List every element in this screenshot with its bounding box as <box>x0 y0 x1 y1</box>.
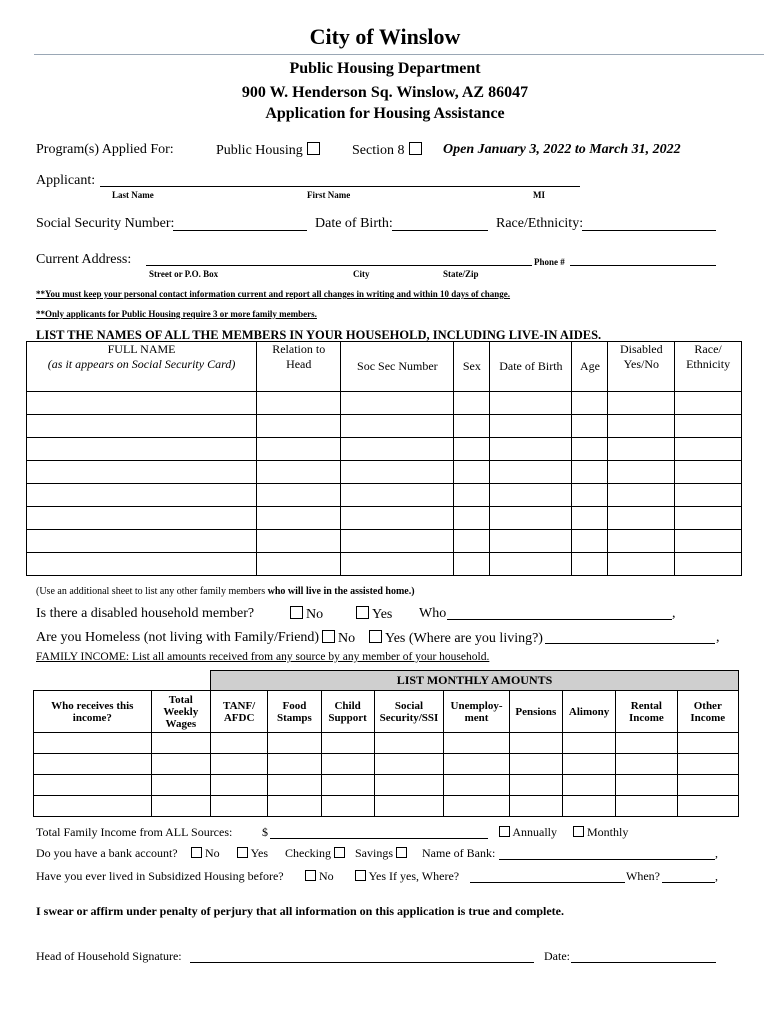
col-food-stamps: Food Stamps <box>268 691 321 733</box>
dollar-sign: $ <box>262 825 268 839</box>
col-pensions: Pensions <box>509 691 562 733</box>
table-row[interactable] <box>27 530 742 553</box>
subsidized-no-checkbox[interactable] <box>305 870 316 881</box>
subsidized-yes-checkbox[interactable] <box>355 870 366 881</box>
state-zip-caption: State/Zip <box>443 269 479 279</box>
annually-option[interactable]: Annually <box>499 825 557 840</box>
public-housing-label: Public Housing <box>216 143 303 158</box>
disabled-no-option[interactable]: No <box>290 606 323 623</box>
col-race: Race/ Ethnicity <box>675 342 742 392</box>
table-row[interactable] <box>34 775 739 796</box>
applicant-name-field[interactable] <box>100 186 580 187</box>
income-table <box>33 670 739 817</box>
subsidized-where-field[interactable] <box>470 882 625 883</box>
total-income-label: Total Family Income from ALL Sources: <box>36 825 233 839</box>
bank-comma: , <box>715 846 718 860</box>
when-label: When? <box>626 869 660 883</box>
homeless-no-checkbox[interactable] <box>322 630 335 643</box>
application-title: Application for Housing Assistance <box>265 105 505 122</box>
subsidized-no-option[interactable]: No <box>305 869 334 884</box>
homeless-yes-checkbox[interactable] <box>369 630 382 643</box>
table-row[interactable] <box>34 754 739 775</box>
phone-label: Phone # <box>534 257 565 267</box>
col-age: Age <box>572 342 608 392</box>
household-members-table <box>26 341 742 576</box>
savings-checkbox[interactable] <box>396 847 407 858</box>
monthly-amounts-header: LIST MONTHLY AMOUNTS <box>211 671 739 691</box>
monthly-option[interactable]: Monthly <box>573 825 628 840</box>
form-title-city: City of Winslow <box>309 24 461 49</box>
col-sex: Sex <box>454 342 490 392</box>
phone-field[interactable] <box>570 265 716 266</box>
race-field[interactable] <box>582 230 716 231</box>
when-comma: , <box>715 869 718 883</box>
col-alimony: Alimony <box>562 691 615 733</box>
address-label: Current Address: <box>36 252 132 267</box>
table-row[interactable] <box>27 392 742 415</box>
last-name-caption: Last Name <box>112 190 154 200</box>
ssn-label: Social Security Number: <box>36 216 175 231</box>
who-comma: , <box>672 606 676 621</box>
disabled-question: Is there a disabled household member? <box>36 606 255 621</box>
contact-note: **You must keep your personal contact information current and report all changes in writing and within 10 days of change. <box>36 289 511 299</box>
homeless-where-field[interactable] <box>545 643 715 644</box>
table-row[interactable] <box>34 733 739 754</box>
bank-yes-option[interactable]: Yes <box>237 846 268 861</box>
subsidized-yes-option[interactable]: Yes If yes, Where? <box>355 869 459 884</box>
public-housing-note: **Only applicants for Public Housing require 3 or more family members. <box>36 309 317 319</box>
mi-caption: MI <box>533 190 545 200</box>
public-housing-checkbox[interactable] <box>307 142 320 155</box>
department-name: Public Housing Department <box>289 60 481 77</box>
members-footnote: (Use an additional sheet to list any other family members who will live in the assisted home.) <box>36 586 415 597</box>
street-caption: Street or P.O. Box <box>149 269 219 279</box>
disabled-no-checkbox[interactable] <box>290 606 303 619</box>
section8-label: Section 8 <box>352 143 405 158</box>
col-other-income: Other Income <box>677 691 738 733</box>
signature-field[interactable] <box>190 962 534 963</box>
col-social-security: Social Security/SSI <box>374 691 444 733</box>
table-row[interactable] <box>27 438 742 461</box>
section8-option[interactable] <box>352 142 422 159</box>
open-period: Open January 3, 2022 to March 31, 2022 <box>443 142 681 157</box>
bank-name-label: Name of Bank: <box>422 846 496 860</box>
table-row[interactable] <box>27 507 742 530</box>
total-income-field[interactable] <box>270 838 488 839</box>
col-disabled: Disabled Yes/No <box>608 342 675 392</box>
disabled-yes-option[interactable]: Yes <box>356 606 392 623</box>
city-caption: City <box>353 269 370 279</box>
savings-option[interactable]: Savings <box>355 846 407 861</box>
title-divider <box>34 54 764 55</box>
col-ssn: Soc Sec Number <box>341 342 454 392</box>
col-child-support: Child Support <box>321 691 374 733</box>
bank-yes-checkbox[interactable] <box>237 847 248 858</box>
bank-no-checkbox[interactable] <box>191 847 202 858</box>
bank-no-option[interactable]: No <box>191 846 220 861</box>
homeless-question: Are you Homeless (not living with Family/Friend) <box>36 630 320 645</box>
table-row[interactable] <box>27 553 742 576</box>
first-name-caption: First Name <box>307 190 351 200</box>
homeless-no-option[interactable]: No <box>322 630 355 647</box>
annually-checkbox[interactable] <box>499 826 510 837</box>
family-income-heading: FAMILY INCOME: List all amounts received from any source by any member of your household. <box>36 651 490 663</box>
public-housing-option[interactable] <box>216 142 320 159</box>
address-field[interactable] <box>146 265 532 266</box>
table-row[interactable] <box>27 415 742 438</box>
bank-question: Do you have a bank account? <box>36 846 178 860</box>
homeless-yes-option[interactable]: Yes (Where are you living?) <box>369 630 543 647</box>
date-label: Date: <box>544 949 570 963</box>
ssn-field[interactable] <box>173 230 307 231</box>
checking-checkbox[interactable] <box>334 847 345 858</box>
col-unemployment: Unemploy- ment <box>444 691 509 733</box>
section8-checkbox[interactable] <box>409 142 422 155</box>
when-field[interactable] <box>662 882 715 883</box>
bank-name-field[interactable] <box>499 859 715 860</box>
col-dob: Date of Birth <box>490 342 572 392</box>
members-heading: LIST THE NAMES OF ALL THE MEMBERS IN YOUR HOUSEHOLD, INCLUDING LIVE-IN AIDES. <box>36 328 602 342</box>
perjury-statement: I swear or affirm under penalty of perjury that all information on this application is true and complete. <box>36 904 564 918</box>
department-address: 900 W. Henderson Sq. Winslow, AZ 86047 <box>241 84 529 101</box>
dob-label: Date of Birth: <box>315 216 393 231</box>
col-full-name: FULL NAME (as it appears on Social Security Card) <box>27 342 257 392</box>
programs-label: Program(s) Applied For: <box>36 142 174 157</box>
homeless-comma: , <box>716 630 720 645</box>
col-rental-income: Rental Income <box>616 691 677 733</box>
subsidized-question: Have you ever lived in Subsidized Housing before? <box>36 869 284 883</box>
col-tanf: TANF/ AFDC <box>211 691 268 733</box>
table-row[interactable] <box>27 461 742 484</box>
applicant-label: Applicant: <box>36 173 96 188</box>
table-row[interactable] <box>34 796 739 817</box>
disabled-yes-checkbox[interactable] <box>356 606 369 619</box>
who-label: Who <box>419 606 447 621</box>
col-weekly-wages: Total Weekly Wages <box>151 691 210 733</box>
who-field[interactable] <box>447 619 672 620</box>
signature-label: Head of Household Signature: <box>36 949 182 963</box>
col-relation: Relation to Head <box>257 342 341 392</box>
dob-field[interactable] <box>392 230 488 231</box>
table-row[interactable] <box>27 484 742 507</box>
date-field[interactable] <box>571 962 716 963</box>
monthly-checkbox[interactable] <box>573 826 584 837</box>
checking-option[interactable]: Checking <box>285 846 345 861</box>
race-label: Race/Ethnicity: <box>496 216 584 231</box>
col-who-receives: Who receives this income? <box>34 691 152 733</box>
